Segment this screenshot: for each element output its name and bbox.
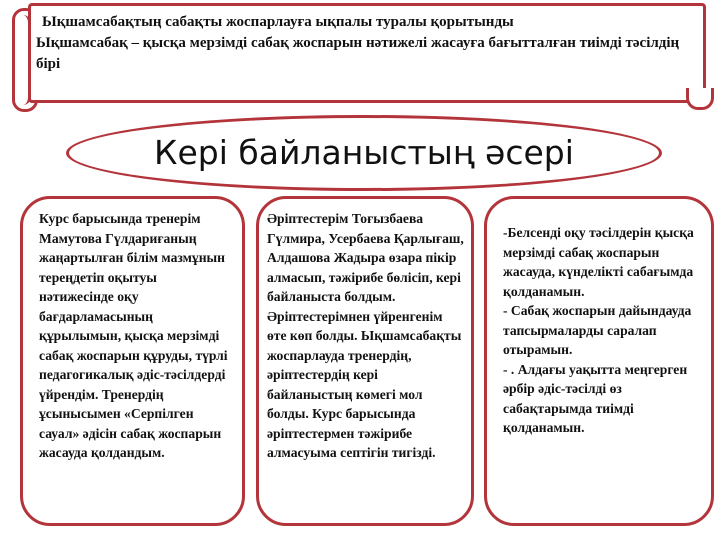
box-trainer-text: Курс барысында тренерім Мамутова Гүлдариғаның жаңартылған білім мазмұнын тереңдетіп оқытуы нәтижесінде оқу бағдарламасының құрылымын, қысқа мерзімді сабақ жоспарын құруды, түрлі педагогикалық әдіс-тәсілдерді үйрендім. Тренердің ұсынысымен «Серпілген сауал» әдісін сабақ жоспарын жасауда қолдандым. [39,211,228,460]
box-plans-item-1: -Белсенді оқу тәсілдерін қысқа мерзімді сабақ жоспарын жасауда, күнделікті сабағымда қолданамын. [503,225,694,299]
box-plans-item-2: - Сабақ жоспарын дайындауда тапсырмаларды саралап отырамын. [503,303,692,357]
box-trainer [20,196,245,526]
box-plans [484,196,714,526]
scroll-tail [686,88,714,110]
box-colleagues [256,196,474,526]
banner-subtitle: Ықшамсабақ – қысқа мерзімді сабақ жоспарын нәтижелі жасауға бағытталған тиімді тәсілдің бірі [36,35,680,72]
heading-title: Кері байланыстың әсері [154,132,574,172]
box-colleagues-text: Әріптестерім Тоғызбаева Гүлмира, Усербаева Қарлығаш, Алдашова Жадыра өзара пікір алмасып, тәжірибе бөлісіп, кері байланыста болдым. Әріптестерімнен үйренгенім өте көп болды. Ықшамсабақты жоспарлауда тренердің, әріптестердің кері байланыстың көмегі мол болды. Курс барысында әріптестермен тәжірибе алмасуыма септігін тигізді. [267,211,464,460]
banner-text [36,12,704,75]
box-plans-item-3: - . Алдағы уақытта меңгерген әрбір әдіс-тәсілді өз сабақтарымда тиімді қолданамын. [503,361,688,435]
banner-title: Ықшамсабақтың сабақты жоспарлауға ықпалы туралы қорытынды [42,14,514,30]
heading-ellipse [66,115,662,191]
